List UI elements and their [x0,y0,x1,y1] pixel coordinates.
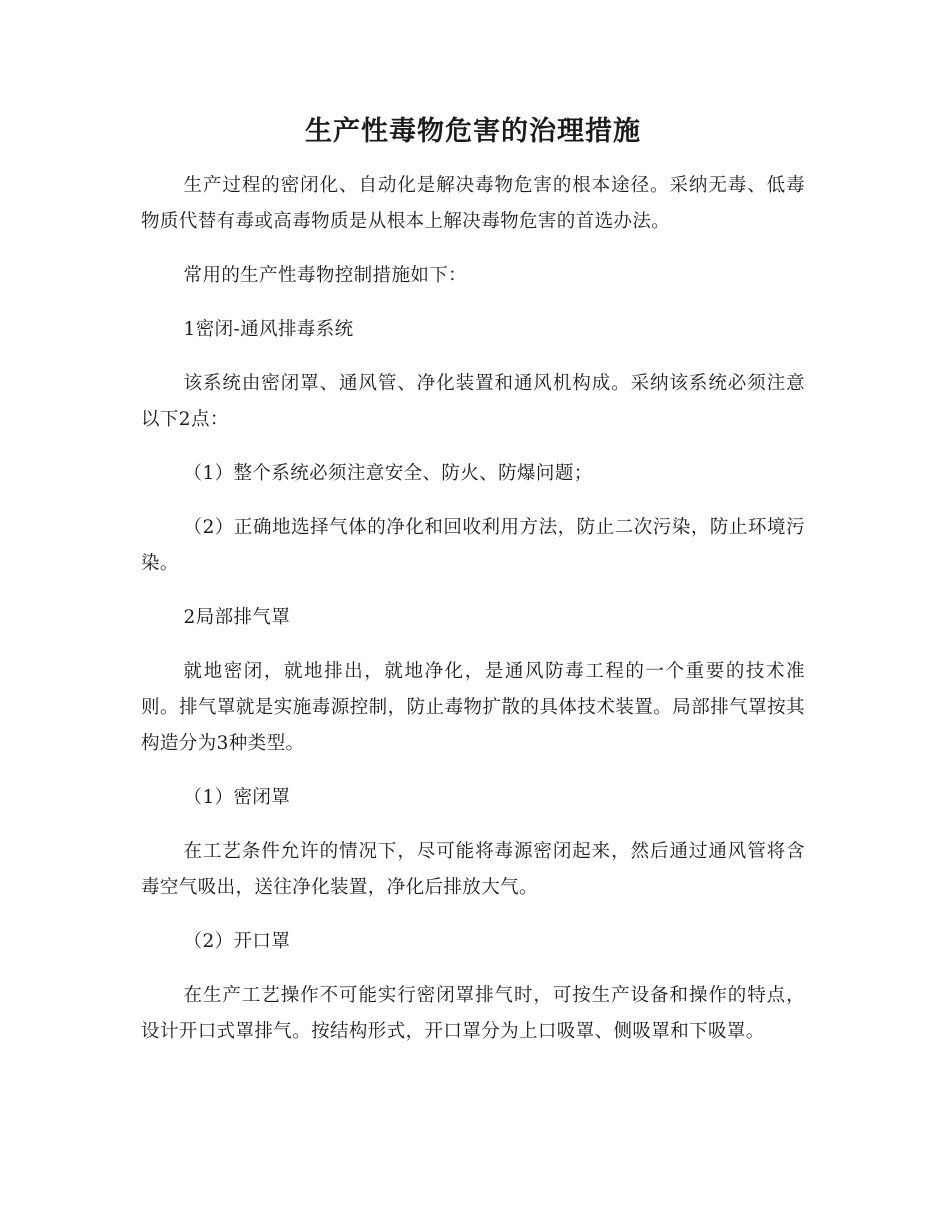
subheading-open-hood: （2）开口罩 [183,931,291,952]
paragraph-closed-hood: 在工艺条件允许的情况下，尽可能将毒源密闭起来，然后通过通风管将含毒空气吸出，送往净化装置，净化后排放大气。 [141,841,805,898]
paragraph-measures-lead: 常用的生产性毒物控制措施如下： [183,265,468,286]
paragraph-exhaust-desc: 就地密闭，就地排出，就地净化，是通风防毒工程的一个重要的技术准则。排气罩就是实施毒源控制，防止毒物扩散的具体技术装置。局部排气罩按其构造分为3种类型。 [141,661,805,754]
paragraph-system-desc: 该系统由密闭罩、通风管、净化装置和通风机构成。采纳该系统必须注意以下2点： [141,373,805,430]
list-item-1: （1）整个系统必须注意安全、防火、防爆问题； [183,463,593,484]
paragraph-intro: 生产过程的密闭化、自动化是解决毒物危害的根本途径。采纳无毒、低毒物质代替有毒或高毒物质是从根本上解决毒物危害的首选办法。 [141,175,805,232]
heading-section-2: 2局部排气罩 [183,607,291,628]
document-page [141,108,805,1068]
paragraph-open-hood: 在生产工艺操作不可能实行密闭罩排气时，可按生产设备和操作的特点，设计开口式罩排气。按结构形式，开口罩分为上口吸罩、侧吸罩和下吸罩。 [141,985,805,1042]
list-item-2: （2）正确地选择气体的净化和回收利用方法，防止二次污染，防止环境污染。 [141,517,805,574]
document-title: 生产性毒物危害的治理措施 [305,116,641,147]
heading-section-1: 1密闭-通风排毒系统 [183,319,354,340]
subheading-closed-hood: （1）密闭罩 [183,787,291,808]
